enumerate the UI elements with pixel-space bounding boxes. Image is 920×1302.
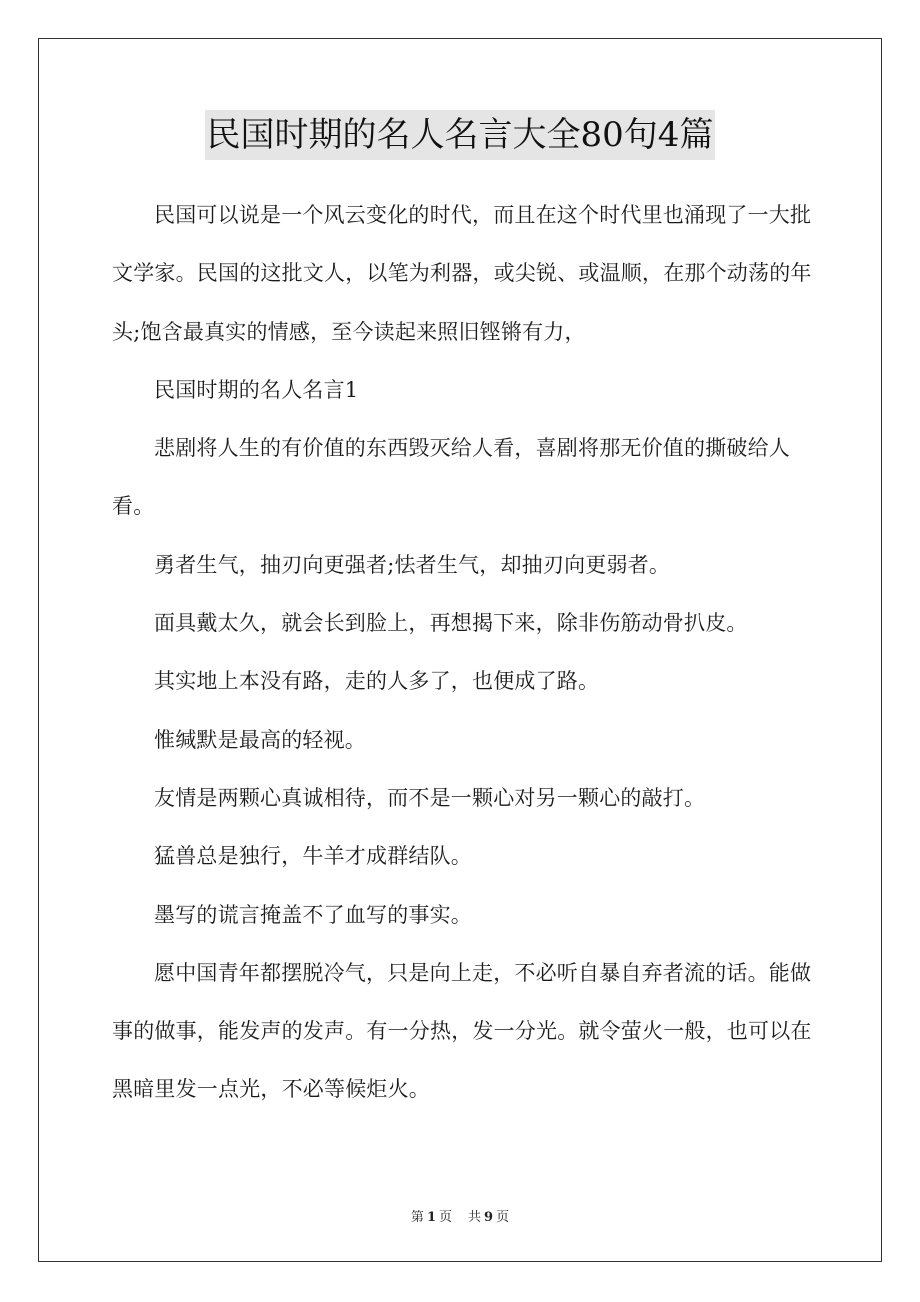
total-page-count: 9: [484, 1210, 494, 1225]
current-page-number: 1: [426, 1210, 436, 1225]
intro-paragraph: 民国可以说是一个风云变化的时代，而且在这个时代里也涌现了一大批文学家。民国的这批文人，以笔为利器，或尖锐、或温顺，在那个动荡的年头;饱含最真实的情感，至今读起来照旧铿锵有力，: [112, 203, 812, 344]
quote-paragraph: 友情是两颗心真诚相待，而不是一颗心对另一颗心的敲打。: [154, 785, 706, 810]
total-prefix: 共: [468, 1210, 482, 1225]
quote-paragraph: 猛兽总是独行，牛羊才成群结队。: [154, 844, 472, 869]
page-prefix: 第: [410, 1210, 424, 1225]
document-body: [112, 186, 812, 1119]
page-footer: [0, 1206, 920, 1225]
quote-paragraph: 墨写的谎言掩盖不了血写的事实。: [154, 902, 472, 927]
quote-paragraph: 勇者生气，抽刃向更强者;怯者生气，却抽刃向更弱者。: [154, 552, 671, 577]
document-title: 民国时期的名人名言大全80句4篇: [205, 110, 716, 160]
page-label: 页: [438, 1210, 452, 1225]
quote-paragraph: 其实地上本没有路，走的人多了，也便成了路。: [154, 669, 600, 694]
quote-paragraph: 愿中国青年都摆脱冷气，只是向上走，不必听自暴自弃者流的话。能做事的做事，能发声的发声。有一分热，发一分光。就令萤火一般，也可以在黑暗里发一点光，不必等候炬火。: [112, 960, 812, 1102]
quote-paragraph: 面具戴太久，就会长到脸上，再想揭下来，除非伤筋动骨扒皮。: [154, 611, 748, 636]
quote-paragraph: 惟缄默是最高的轻视。: [154, 727, 366, 752]
total-label: 页: [496, 1210, 510, 1225]
section-heading: 民国时期的名人名言1: [154, 377, 359, 402]
quote-paragraph: 悲剧将人生的有价值的东西毁灭给人看，喜剧将那无价值的撕破给人看。: [112, 436, 790, 519]
title-container: [0, 110, 920, 160]
